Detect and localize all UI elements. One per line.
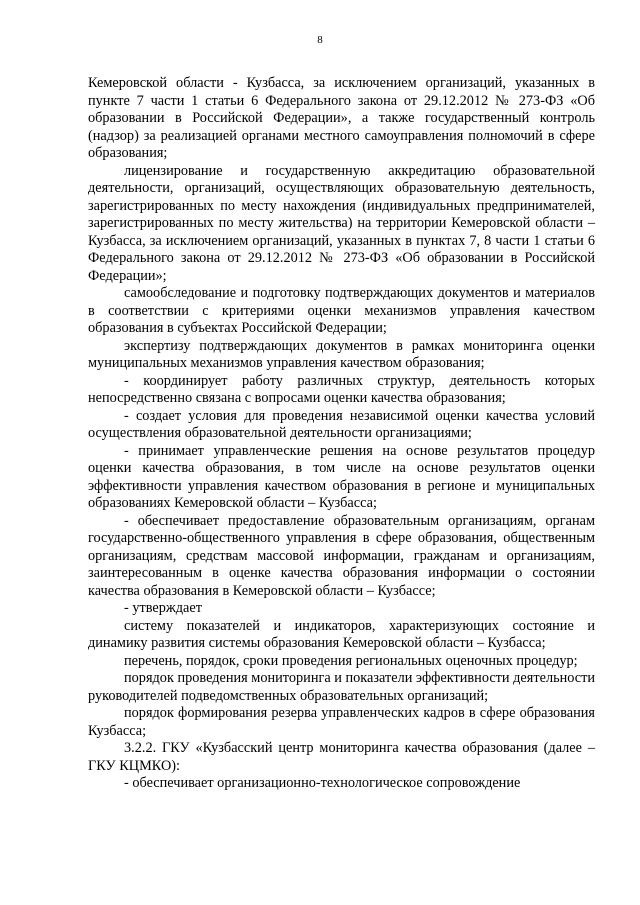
paragraph: перечень, порядок, сроки проведения региональных оценочных процедур; xyxy=(124,652,578,669)
page-number: 8 xyxy=(317,34,323,46)
paragraph: порядок формирования резерва управленческих кадров в сфере образования Кузбасса; xyxy=(88,705,595,739)
paragraph: - обеспечивает организационно-технологическое сопровождение xyxy=(124,775,521,791)
paragraph: Кемеровской области - Кузбасса, за исключением организаций, указанных в пункте 7 части 1 статьи 6 Федерального закона от 29.12.2012 № 273-ФЗ «Об образовании в Российской Федерации», а также государственный контроль (надзор) за реализацией органами местного самоуправления полномочий в сфере образования; xyxy=(88,75,595,161)
paragraph: лицензирование и государственную аккредитацию образовательной деятельности, организаций, осуществляющих образовательную деятельность, зарегистрированных по месту нахождения (индивидуальных предпринимателей, зарегистрированных по месту жительства) на территории Кемеровской области – Кузбасса, за исключением организаций, указанных в пунктах 7, 8 части 1 статьи 6 Федерального закона от 29.12.2012 № 273-ФЗ «Об образовании в Российской Федерации»; xyxy=(88,162,595,284)
paragraph: 3.2.2. ГКУ «Кузбасский центр мониторинга качества образования (далее – ГКУ КЦМКО): xyxy=(88,740,595,774)
paragraph: экспертизу подтверждающих документов в рамках мониторинга оценки муниципальных механизмов управления качеством образования; xyxy=(88,337,595,371)
paragraph: порядок проведения мониторинга и показатели эффективности деятельности руководителей подведомственных образовательных организаций; xyxy=(88,670,595,704)
paragraph: самообследование и подготовку подтверждающих документов и материалов в соответствии с критериями оценки механизмов управления качеством образования в субъектах Российской Федерации; xyxy=(88,285,595,336)
paragraph: - координирует работу различных структур, деятельность которых непосредственно связана с вопросами оценки качества образования; xyxy=(88,372,595,406)
paragraph: - утверждает xyxy=(124,600,202,616)
paragraph: - создает условия для проведения независимой оценки качества условий осуществления образовательной деятельности организациями; xyxy=(88,407,595,441)
paragraph: - принимает управленческие решения на основе результатов процедур оценки качества образования, в том числе на основе результатов оценки эффективности управления качеством образования в регионе и муниципальных образованиях Кемеровской области – Кузбасса; xyxy=(88,442,595,511)
paragraph: систему показателей и индикаторов, характеризующих состояние и динамику развития системы образования Кемеровской области – Кузбасса; xyxy=(88,617,595,651)
document-body xyxy=(88,75,595,793)
paragraph: - обеспечивает предоставление образовательным организациям, органам государственно-общественного управления в сфере образования, общественным организациям, средствам массовой информации, гражданам и организациям, заинтересованным в оценке качества образования информации о состоянии качества образования в Кемеровской области – Кузбассе; xyxy=(88,512,595,599)
